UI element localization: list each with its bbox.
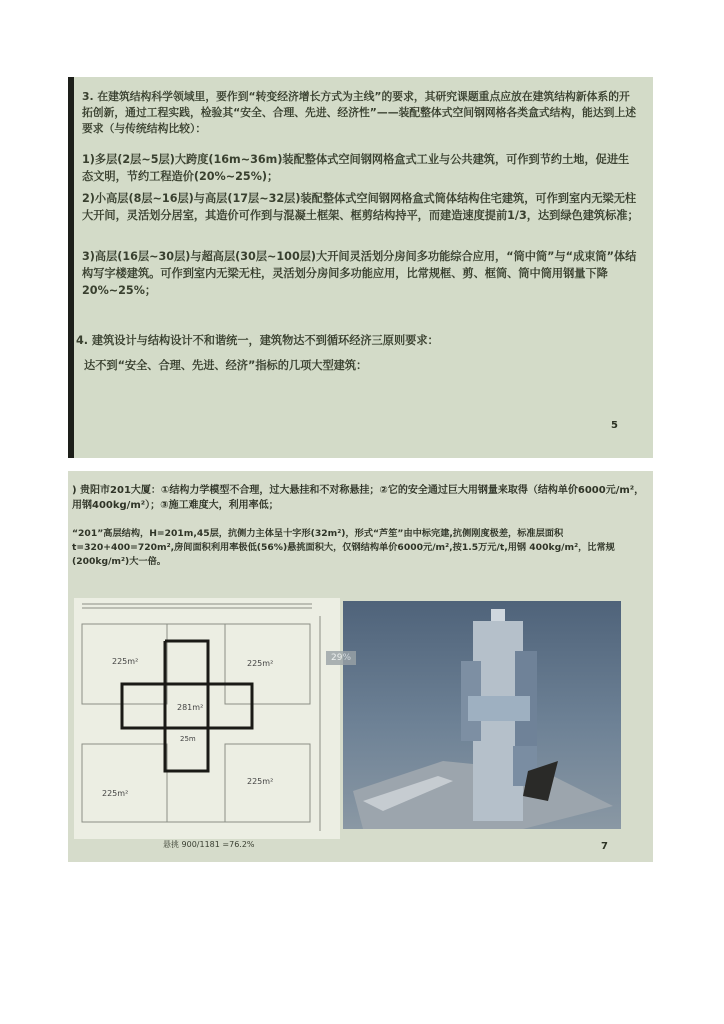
paragraph-4-sub: 达不到“安全、合理、先进、经济”指标的几项大型建筑：	[84, 359, 368, 372]
progress-overlay: 29%	[326, 651, 356, 665]
plan-dimension: 25m	[180, 735, 196, 743]
paragraph-item-3: 3)高层(16层~30层)与超高层(30层~100层)大开间灵活划分房间多功能综合应用，“筒中筒”与“成束筒”体结构写字楼建筑。可作到室内无梁无柱，灵活划分房间多功能应用，比常规框、剪、框筒、筒中筒用钢量下降20%~25%；	[82, 250, 637, 297]
plan-caption: 悬挑 900/1181 =76.2%	[163, 840, 255, 849]
paragraph-item-1: 1)多层(2层~5层)大跨度(16m~36m)装配整体式空间钢网格盒式工业与公共建筑，可作到节约土地，促进生态文明，节约工程造价(20%~25%)；	[82, 153, 630, 183]
slide-edge	[68, 77, 74, 458]
page-number: 7	[601, 841, 608, 852]
plan-label-281: 281m²	[177, 703, 204, 712]
paragraph-4: 4. 建筑设计与结构设计不和谐统一，建筑物达不到循环经济三原则要求：	[76, 334, 439, 347]
page-number: 5	[611, 420, 618, 431]
plan-label-225-a: 225m²	[112, 657, 139, 666]
plan-label-225-b: 225m²	[247, 659, 274, 668]
slide-7	[68, 471, 653, 862]
slide-5	[68, 77, 653, 458]
tower-rendering	[343, 601, 621, 829]
case-detail: “201”高层结构，H=201m,45层，抗侧力主体呈十字形(32m²)，形式“芦笙”由中标完建,抗侧刚度极差，标准层面积 t=320+400=720m²,房间面积利用率极低(56%)悬挑面积大，仅钢结构单价6000元/m²,按1.5万元/t,用钢 400kg/m²，比常规(200kg/m²)大一倍。	[72, 528, 615, 567]
floor-plan	[72, 596, 342, 841]
plan-label-225-d: 225m²	[247, 777, 274, 786]
plan-label-225-c: 225m²	[102, 789, 129, 798]
paragraph-item-2: 2)小高层(8层~16层)与高层(17层~32层)装配整体式空间钢网格盒式筒体结构住宅建筑，可作到室内无梁无柱大开间，灵活划分居室，其造价可作到与混凝土框架、框剪结构持平，而建造速度提前1/3，达到绿色建筑标准；	[82, 192, 639, 222]
paragraph-3: 3. 在建筑结构科学领域里，要作到“转变经济增长方式为主线”的要求，其研究课题重点应放在建筑结构新体系的开拓创新，通过工程实践，检验其“安全、合理、先进、经济性”——装配整体式空间钢网格各类盒式结构，能达到上述要求（与传统结构比较）：	[82, 90, 637, 135]
case-intro: ) 贵阳市201大厦：①结构力学模型不合理，过大悬挂和不对称悬挂；②它的安全通过巨大用钢量来取得（结构单价6000元/m²，用钢400kg/m²）；③施工难度大，利用率低；	[72, 485, 645, 511]
